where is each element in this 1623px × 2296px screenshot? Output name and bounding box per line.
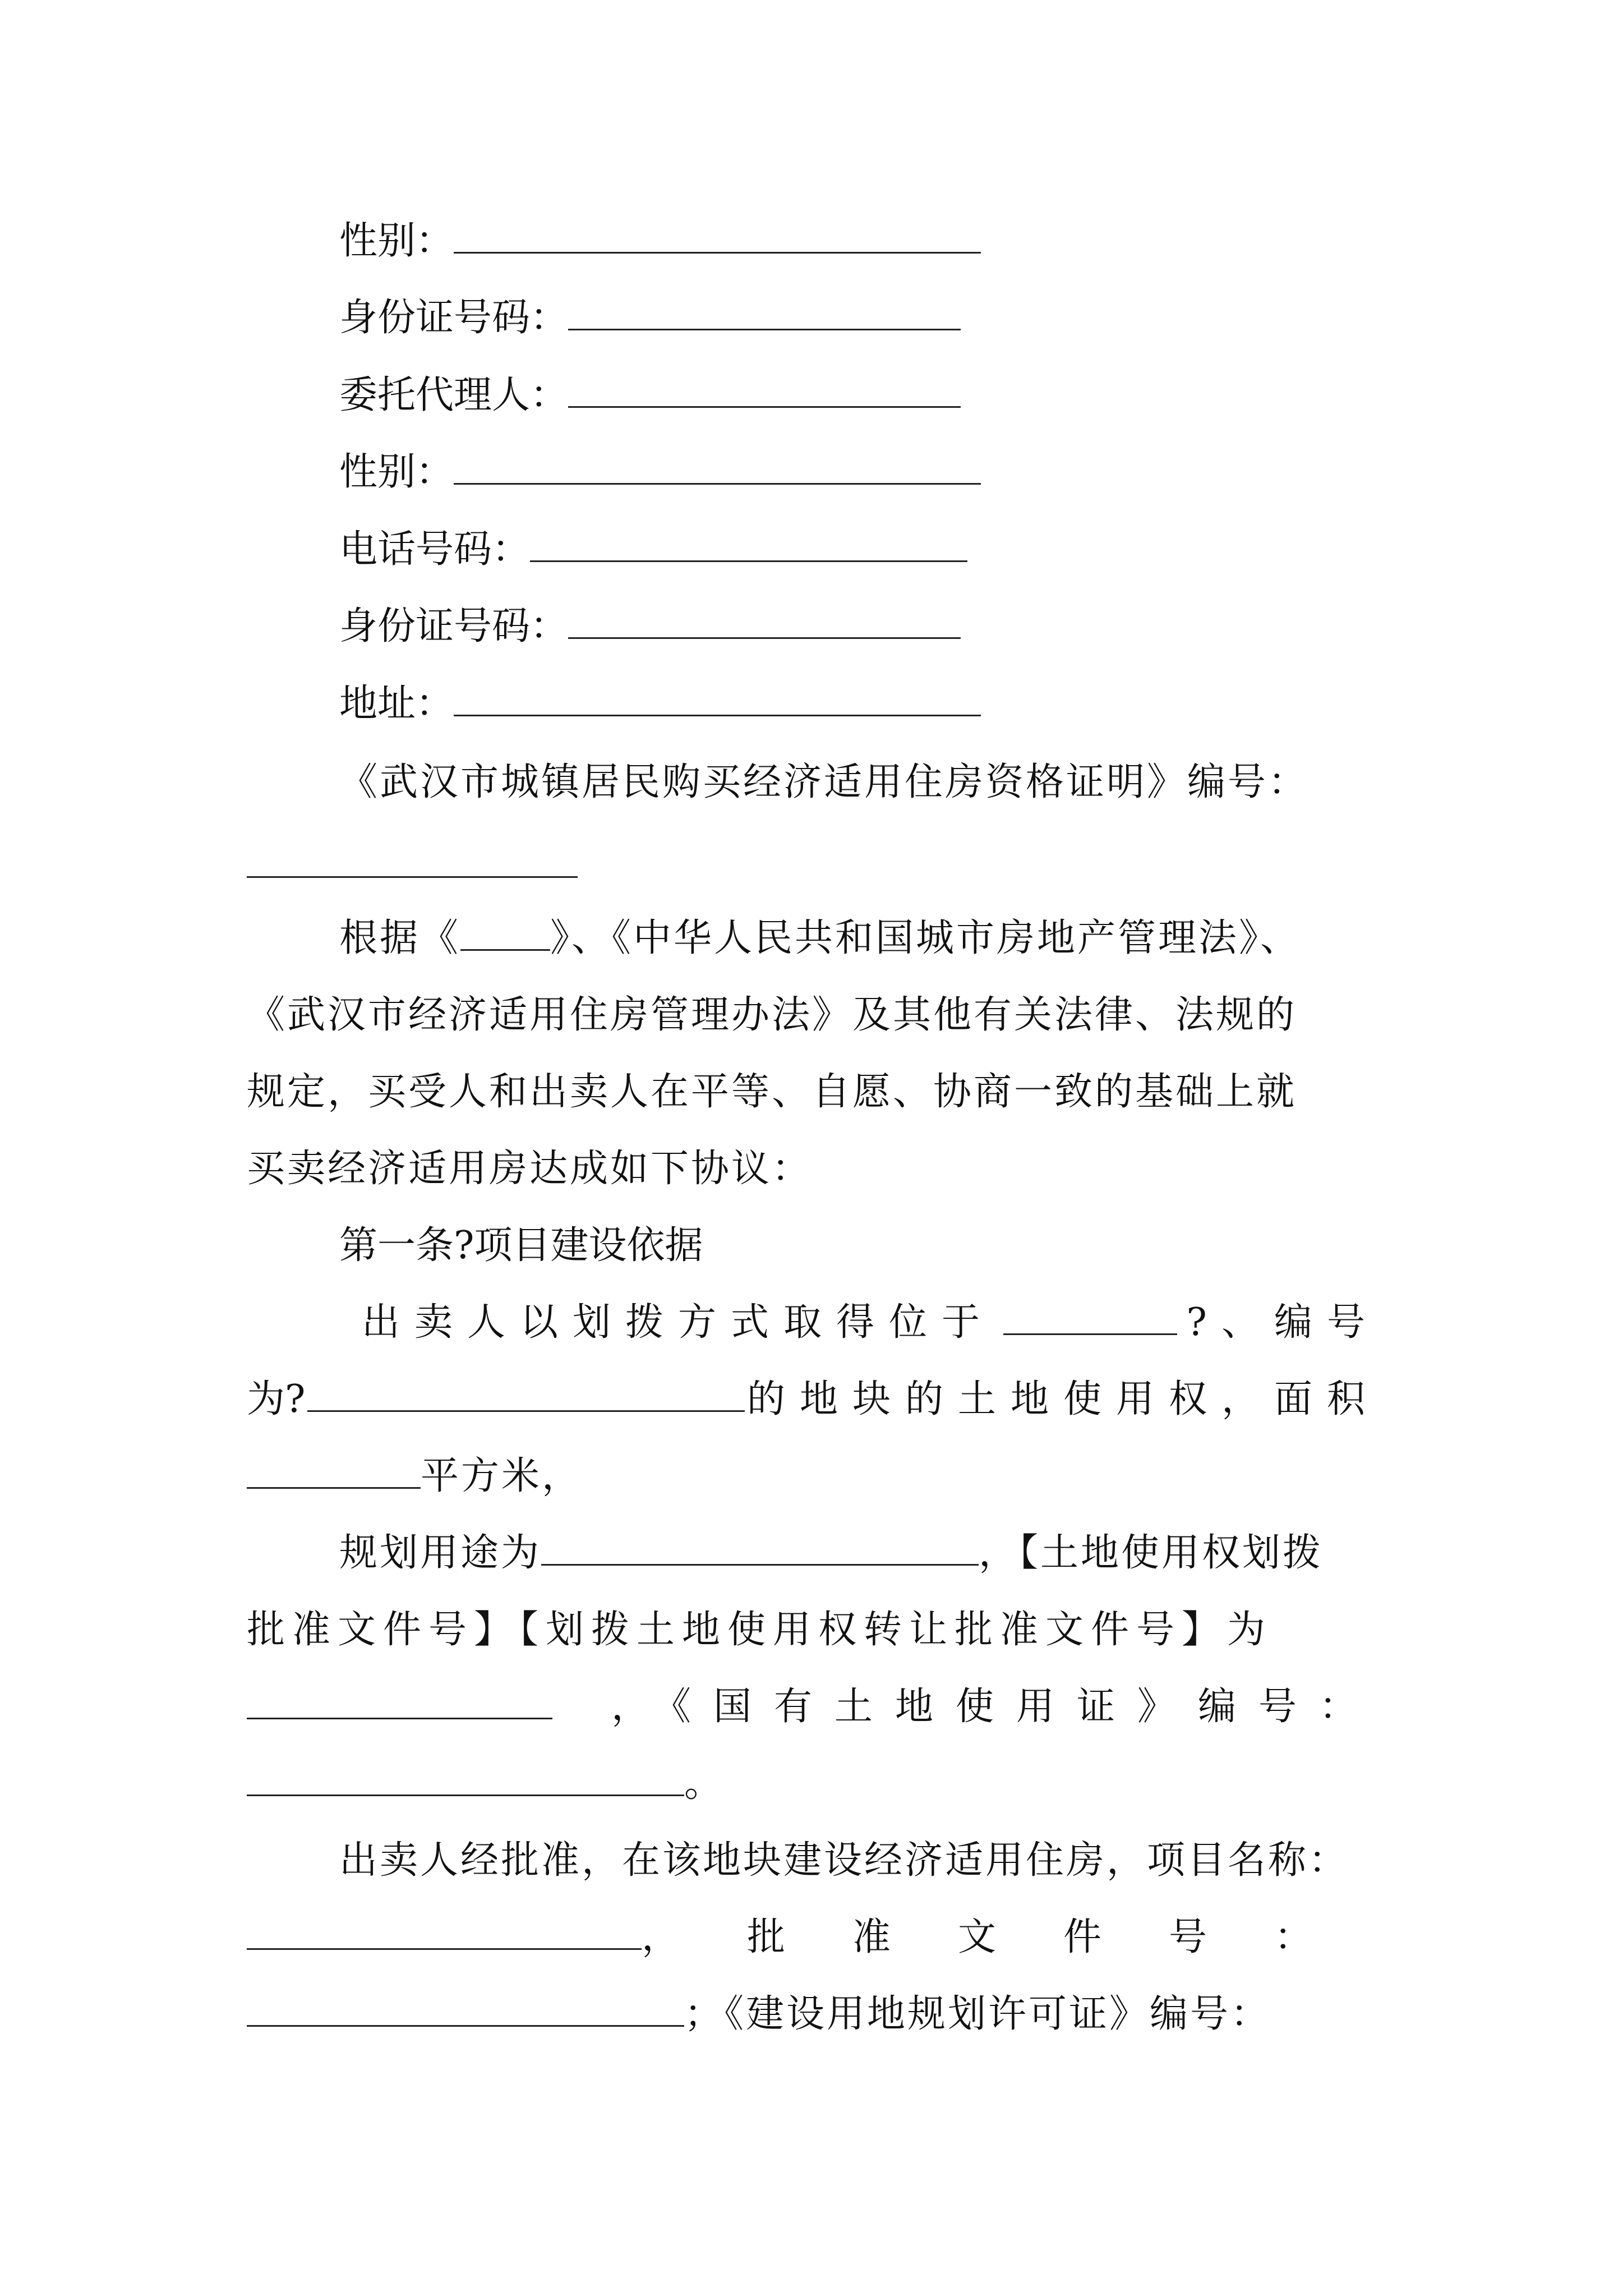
location-blank[interactable] (1003, 1302, 1177, 1335)
address-row (339, 679, 981, 729)
gender-row-1 (339, 216, 981, 266)
certificate-number-blank[interactable] (247, 876, 578, 878)
id-number-blank[interactable] (568, 297, 961, 330)
parcel-number-blank[interactable] (307, 1379, 745, 1412)
id-number-row-2 (339, 601, 961, 652)
article-1-p3-line-3 (247, 1989, 1271, 2040)
article-1-p1-line-1 (362, 1297, 1380, 1348)
address-blank[interactable] (454, 683, 981, 716)
article-1-title: 第一条?项目建设依据 (339, 1223, 703, 1268)
land-certificate-blank[interactable] (247, 1763, 684, 1796)
id-number-label: 身份证号码： (339, 604, 569, 648)
preamble-line-4: 买卖经济适用房达成如下协议： (247, 1147, 813, 1191)
planned-use-blank[interactable] (541, 1533, 979, 1566)
article-1-p1-line-3 (247, 1451, 582, 1502)
article-text: ?、编号 (1186, 1300, 1380, 1345)
agent-label: 委托代理人： (339, 373, 569, 417)
preamble-line-3: 规定，买受人和出卖人在平等、自愿、协商一致的基础上就 (247, 1070, 1297, 1114)
address-label: 地址： (339, 682, 454, 726)
article-text: 平方米， (421, 1454, 583, 1498)
article-text: 的地块的土地使用权，面积 (746, 1377, 1380, 1421)
agent-blank[interactable] (568, 375, 961, 408)
area-blank[interactable] (247, 1456, 421, 1489)
gender-label: 性别： (339, 219, 454, 263)
article-1-p2-line-1 (339, 1528, 1323, 1579)
approval-number-blank[interactable] (247, 1686, 552, 1719)
article-text: ，批准文件号： (641, 1915, 1380, 1959)
agent-row (339, 370, 961, 421)
article-1-p1-line-2 (247, 1374, 1380, 1425)
preamble-text: 》、《中华人民共和国城市房地产管理法》、 (550, 916, 1301, 960)
phone-blank[interactable] (530, 529, 967, 562)
preamble-text: 根据《 (339, 916, 461, 960)
article-text: ，【土地使用权划拨 (979, 1531, 1324, 1575)
id-number-row-1 (339, 293, 961, 343)
id-number-blank[interactable] (568, 606, 961, 639)
certificate-line: 《武汉市城镇居民购买经济适用住房资格证明》编号： (339, 760, 1309, 804)
article-text: ，《国有土地使用证》编号： (611, 1685, 1380, 1729)
gender-label: 性别： (339, 450, 454, 494)
article-1-p2-line-4 (247, 1759, 722, 1809)
gender-row-2 (339, 447, 981, 498)
phone-row (339, 524, 967, 575)
phone-label: 电话号码： (339, 527, 531, 572)
project-name-blank[interactable] (247, 1917, 642, 1950)
preamble-line-1 (339, 913, 1301, 964)
law-name-blank[interactable] (460, 918, 550, 951)
article-text: 为? (247, 1377, 306, 1421)
article-1-p3-line-2 (247, 1912, 1380, 1963)
article-text: 。 (684, 1761, 723, 1806)
gender-blank[interactable] (454, 220, 981, 254)
article-1-p2-line-2: 批准文件号】【划拨土地使用权转让批准文件号】为 (247, 1608, 1273, 1652)
article-text: 出卖人以划拨方式取得位于 (362, 1300, 995, 1345)
article-1-p3-line-1: 出卖人经批准，在该地块建设经济适用住房，项目名称： (339, 1838, 1349, 1883)
preamble-line-2: 《武汉市经济适用住房管理办法》及其他有关法律、法规的 (247, 993, 1297, 1037)
article-1-p2-line-3 (247, 1682, 1380, 1732)
article-text: ；《建设用地规划许可证》编号： (684, 1992, 1271, 2036)
gender-blank[interactable] (454, 452, 981, 485)
id-number-label: 身份证号码： (339, 296, 569, 340)
approval-doc-blank[interactable] (247, 1994, 684, 2027)
article-text: 规划用途为 (339, 1531, 542, 1575)
